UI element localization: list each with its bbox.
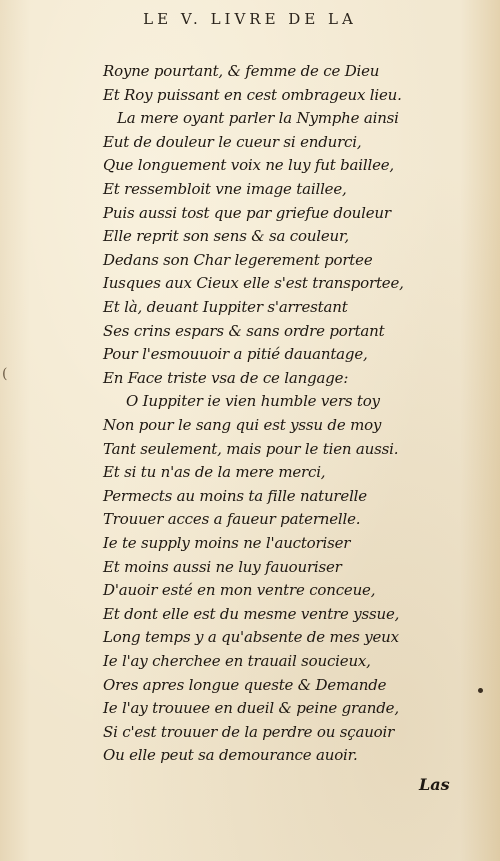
verse-line: Dedans son Char legerement portee <box>103 251 373 269</box>
catchword: Las <box>419 775 450 794</box>
verse-line: Que longuement voix ne luy fut baillee, <box>103 156 394 174</box>
verse-line: Ie l'ay trouuee en dueil & peine grande, <box>103 699 399 717</box>
verse-line: Ses crins espars & sans ordre portant <box>103 322 385 340</box>
verse-line: Permects au moins ta fille naturelle <box>103 487 367 505</box>
verse-line: Royne pourtant, & femme de ce Dieu <box>103 62 380 80</box>
verse-line: La mere oyant parler la Nymphe ainsi <box>117 109 399 127</box>
verse-line: Ou elle peut sa demourance auoir. <box>103 746 358 764</box>
verse-line: Elle reprit son sens & sa couleur, <box>103 227 349 245</box>
verse-line: Et dont elle est du mesme ventre yssue, <box>103 605 400 623</box>
verse-line: Trouuer acces a faueur paternelle. <box>103 510 361 528</box>
verse-line: O Iuppiter ie vien humble vers toy <box>126 392 380 410</box>
verse-line: Eut de douleur le cueur si endurci, <box>103 133 362 151</box>
verse-line: En Face triste vsa de ce langage: <box>103 369 349 387</box>
verse-line: Ores apres longue queste & Demande <box>103 676 387 694</box>
verse-line: Tant seulement, mais pour le tien aussi. <box>103 440 399 458</box>
verse-line: Ie l'ay cherchee en trauail soucieux, <box>103 652 371 670</box>
verse-line: Pour l'esmouuoir a pitié dauantage, <box>103 345 368 363</box>
verse-line: Et si tu n'as de la mere merci, <box>103 463 326 481</box>
running-header: LE V. LIVRE DE LA <box>143 10 357 28</box>
verse-line: Si c'est trouuer de la perdre ou sçauoir <box>103 723 395 741</box>
verse-line: Et Roy puissant en cest ombrageux lieu. <box>103 86 402 104</box>
verse-line: Non pour le sang qui est yssu de moy <box>103 416 382 434</box>
verse-line: D'auoir esté en mon ventre conceue, <box>103 581 376 599</box>
verse-line: Iusques aux Cieux elle s'est transportee, <box>103 274 404 292</box>
verse-line: Et moins aussi ne luy fauouriser <box>103 558 342 576</box>
verse-line: Et ressembloit vne image taillee, <box>103 180 347 198</box>
verse-line: Ie te supply moins ne l'auctoriser <box>103 534 351 552</box>
verse-line: Et là, deuant Iuppiter s'arrestant <box>103 298 348 316</box>
verse-line: Puis aussi tost que par griefue douleur <box>103 204 391 222</box>
ink-spot <box>478 688 483 693</box>
verse-line: Long temps y a qu'absente de mes yeux <box>103 628 399 646</box>
margin-mark: ( <box>2 366 8 382</box>
